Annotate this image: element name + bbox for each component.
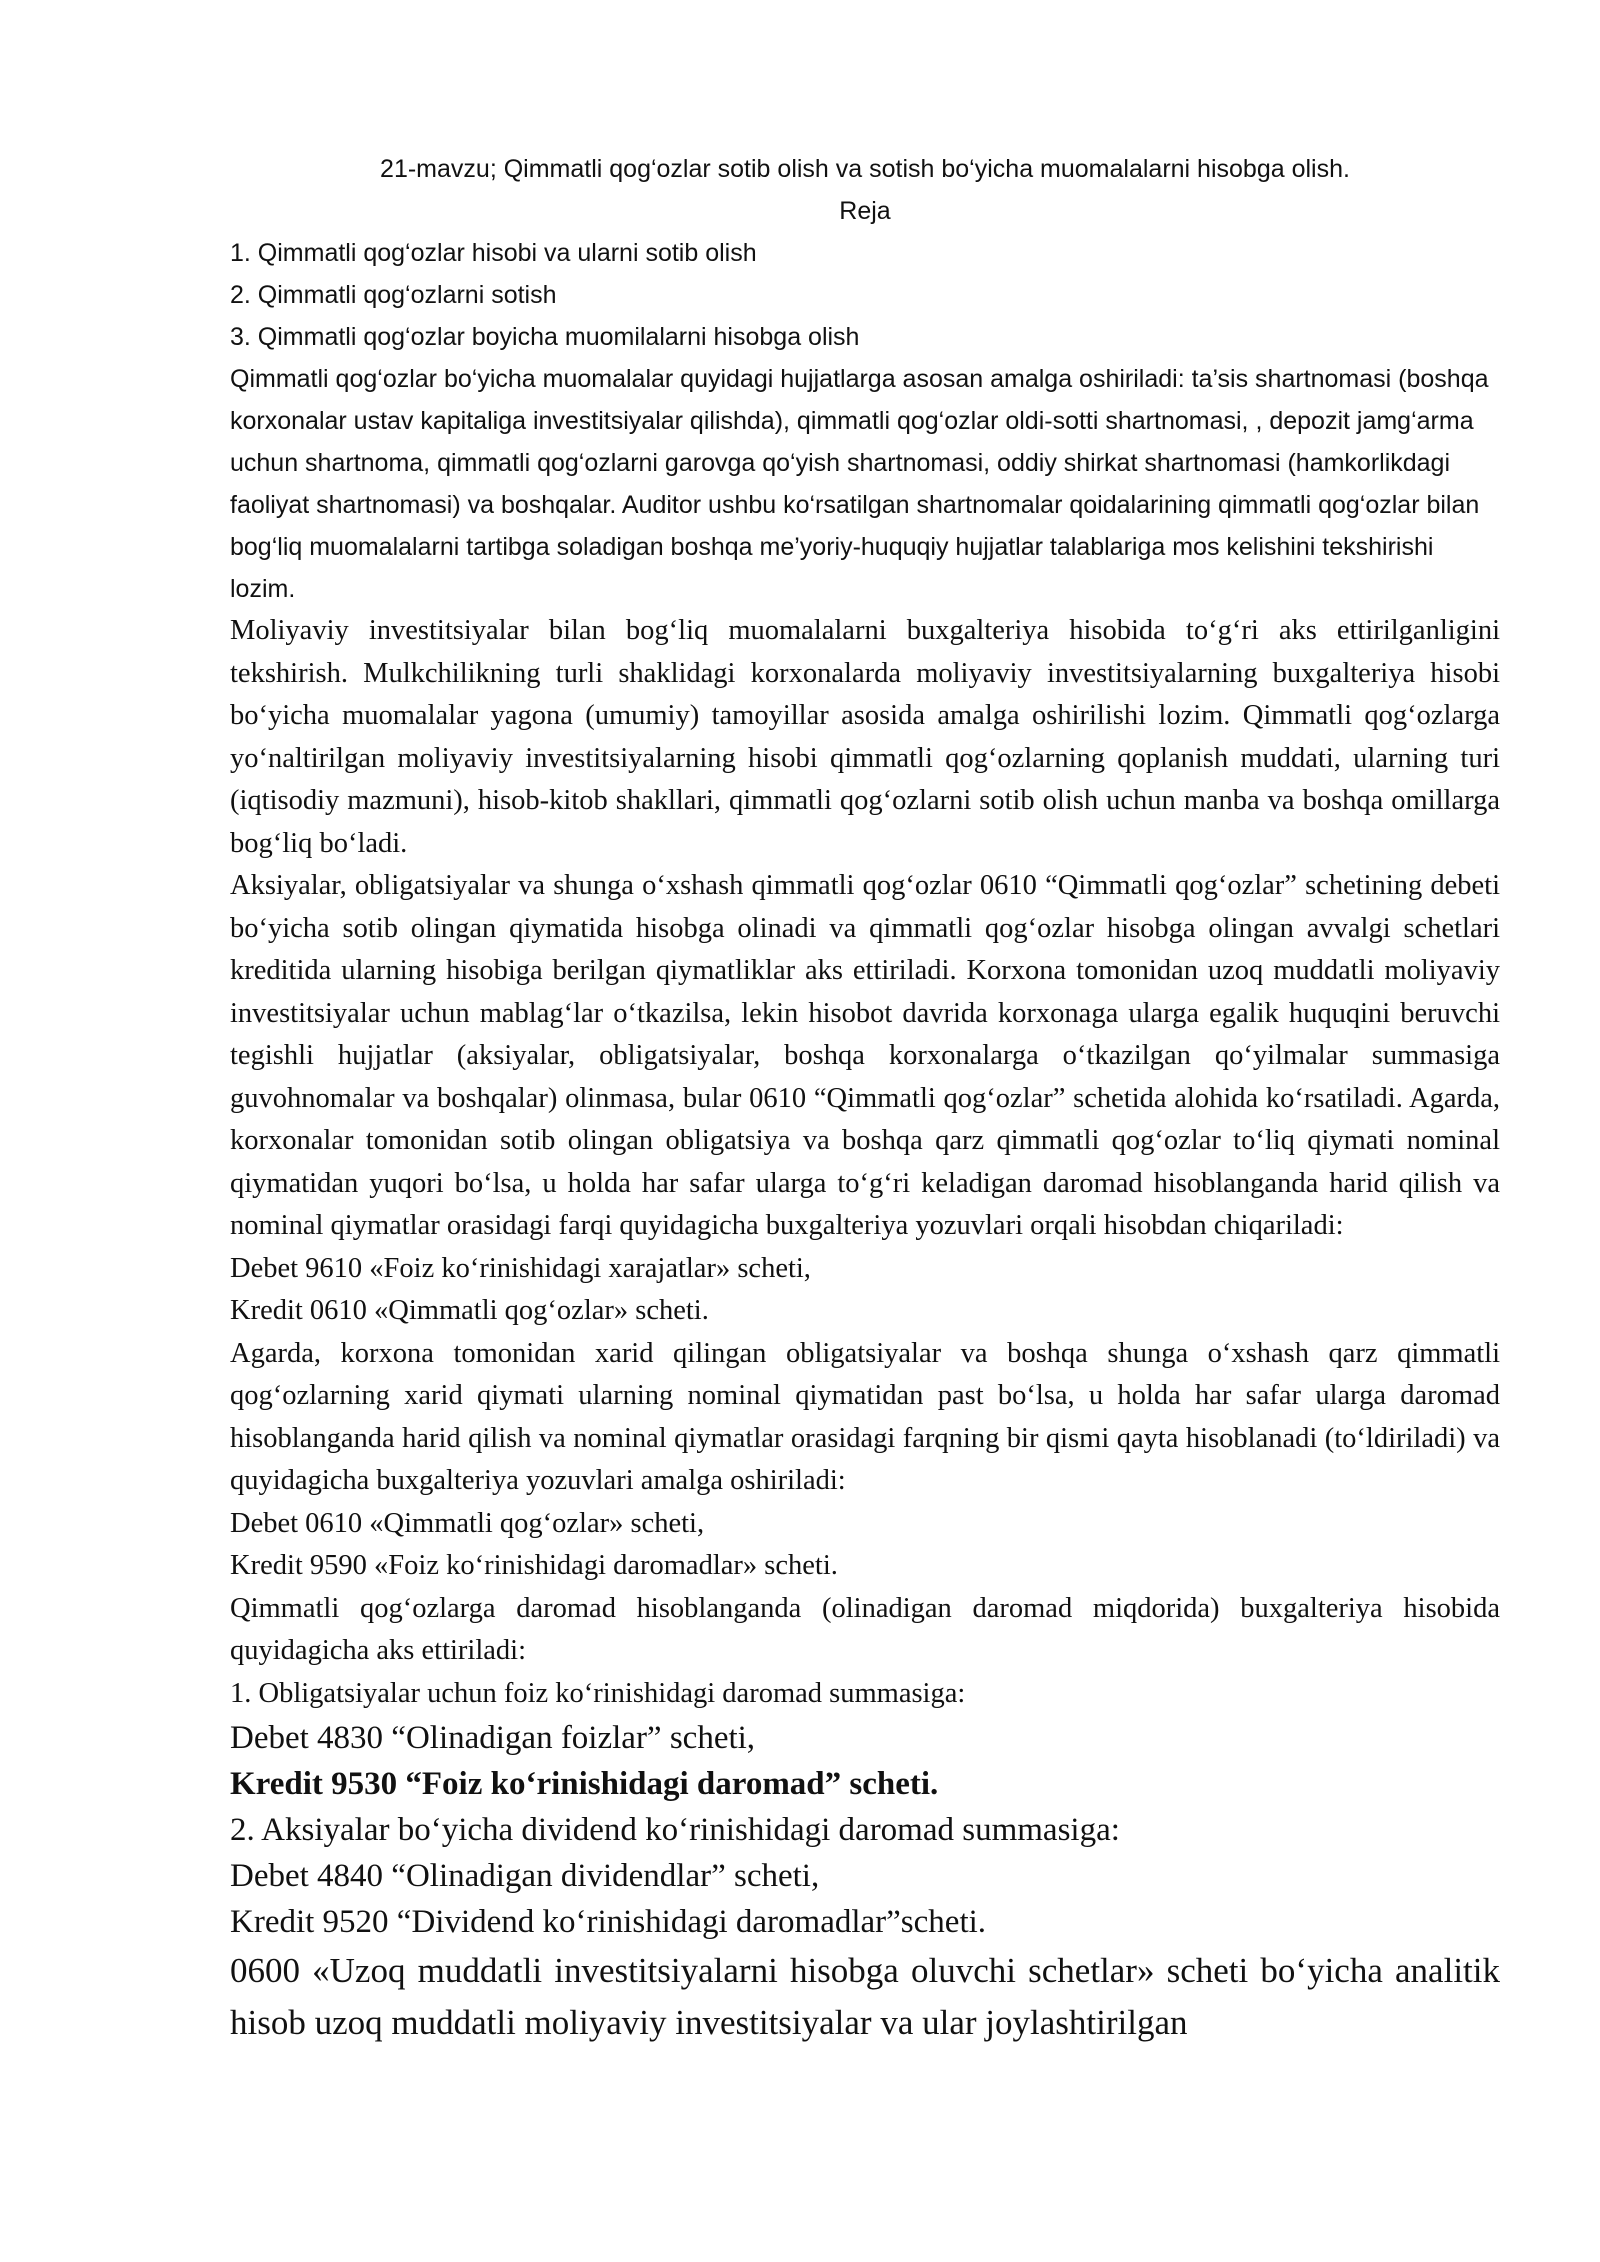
- accounting-entry-debit: Debet 4830 “Olinadigan foizlar” scheti,: [230, 1720, 756, 1756]
- body-paragraph: Qimmatli qog‘ozlarga daromad hisoblanganda (olinadigan daromad miqdorida) buxgalteriya hisobida quyidagicha aks ettiriladi:: [230, 1592, 1500, 1666]
- intro-paragraph: Qimmatli qog‘ozlar bo‘yicha muomalalar quyidagi hujjatlarga asosan amalga oshiriladi: ta’sis shartnomasi (boshqa korxonalar ustav kapitaliga investitsiyalar qilishda), qimmatli qog‘ozlar oldi-sotti shartnomasi, , depozit jamg‘arma uchun shartnoma, qimmatli qog‘ozlarni garovga qo‘yish shartnomasi, oddiy shirkat shartnomasi (hamkorlikdagi faoliyat shartnomasi) va boshqalar. Auditor ushbu ko‘rsatilgan shartnomalar qoidalarining qimmatli qog‘ozlar bilan bog‘liq muomalalarni tartibga soladigan boshqa me’yoriy-huquqiy hujjatlar talablariga mos kelishini tekshirishi lozim.: [230, 365, 1489, 603]
- plan-item: 2. Qimmatli qog‘ozlarni sotish: [230, 281, 557, 309]
- accounting-entry-debit: Debet 4840 “Olinadigan dividendlar” scheti,: [230, 1858, 820, 1894]
- plan-item: 1. Qimmatli qog‘ozlar hisobi va ularni sotib olish: [230, 239, 757, 267]
- body-paragraph: Agarda, korxona tomonidan xarid qilingan obligatsiyalar va boshqa shunga o‘xshash qarz qimmatli qog‘ozlarning xarid qiymati ularning nominal qiymatidan past bo‘lsa, u holda har safar ularga daromad hisoblanganda harid qilish va nominal qiymatlar orasidagi farqning bir qismi qayta hisoblanadi (to‘ldiriladi) va quyidagicha buxgalteriya yozuvlari amalga oshiriladi:: [230, 1337, 1500, 1496]
- accounting-entry-credit: Kredit 0610 «Qimmatli qog‘ozlar» scheti.: [230, 1295, 709, 1326]
- body-paragraph: Aksiyalar, obligatsiyalar va shunga o‘xshash qimmatli qog‘ozlar 0610 “Qimmatli qog‘ozlar” schetining debeti bo‘yicha sotib olingan qiymatida hisobga olinadi va qimmatli qog‘ozlar hisobga olingan avvalgi schetlari kreditida ularning hisobiga berilgan qiymatliklar aks ettiriladi. Korxona tomonidan uzoq muddatli moliyaviy investitsiyalar uchun mablag‘lar o‘tkazilsa, lekin hisobot davrida korxonaga ularga egalik huquqini beruvchi tegishli hujjatlar (aksiyalar, obligatsiyalar, boshqa korxonalarga o‘tkazilgan qo‘yilmalar summasiga guvohnomalar va boshqalar) olinmasa, bular 0610 “Qimmatli qog‘ozlar” schetida alohida ko‘rsatiladi. Agarda, korxonalar tomonidan sotib olingan obligatsiya va boshqa qarz qimmatli qog‘ozlar to‘liq qiymati nominal qiymatidan yuqori bo‘lsa, u holda har safar ularga to‘g‘ri keladigan daromad hisoblanganda harid qilish va nominal qiymatlar orasidagi farqi quyidagicha buxgalteriya yozuvlari orqali hisobdan chiqariladi:: [230, 870, 1500, 1241]
- accounting-entry-debit: Debet 0610 «Qimmatli qog‘ozlar» scheti,: [230, 1507, 705, 1539]
- accounting-entry-credit: Kredit 9530 “Foiz ko‘rinishidagi daromad” scheti.: [230, 1766, 939, 1802]
- accounting-entry-debit: Debet 9610 «Foiz ko‘rinishidagi xarajatlar» scheti,: [230, 1252, 811, 1284]
- plan-heading: Reja: [839, 197, 891, 225]
- document-title: 21-mavzu; Qimmatli qog‘ozlar sotib olish va sotish bo‘yicha muomalalarni hisobga olish.: [380, 155, 1350, 183]
- accounting-entry-credit: Kredit 9520 “Dividend ko‘rinishidagi daromadlar”scheti.: [230, 1904, 987, 1940]
- body-paragraph: Moliyaviy investitsiyalar bilan bog‘liq muomalalarni buxgalteriya hisobida to‘g‘ri aks ettirilganligini tekshirish. Mulkchilikning turli shaklidagi korxonalarda moliyaviy investitsiyalarning buxgalteriya hisobi bo‘yicha muomalalar yagona (umumiy) tamoyillar asosida amalga oshirilishi lozim. Qimmatli qog‘ozlarga yo‘naltirilgan moliyaviy investitsiyalarning hisobi qimmatli qog‘ozlarning qoplanish muddati, ularning turi (iqtisodiy mazmuni), hisob-kitob shakllari, qimmatli qog‘ozlarni sotib olish uchun manba va boshqa omillarga bog‘liq bo‘ladi.: [230, 615, 1500, 859]
- accounting-entry-credit: Kredit 9590 «Foiz ko‘rinishidagi daromadlar» scheti.: [230, 1550, 838, 1581]
- list-item: 2. Aksiyalar bo‘yicha dividend ko‘rinishidagi daromad summasiga:: [230, 1812, 1120, 1848]
- list-item: 1. Obligatsiyalar uchun foiz ko‘rinishidagi daromad summasiga:: [230, 1677, 966, 1709]
- document-page: [230, 148, 1500, 2049]
- plan-item: 3. Qimmatli qog‘ozlar boyicha muomilalarni hisobga olish: [230, 323, 860, 351]
- body-paragraph: 0600 «Uzoq muddatli investitsiyalarni hisobga oluvchi schetlar» scheti bo‘yicha analitik hisob uzoq muddatli moliyaviy investitsiyalar va ular joylashtirilgan: [230, 1951, 1500, 2042]
